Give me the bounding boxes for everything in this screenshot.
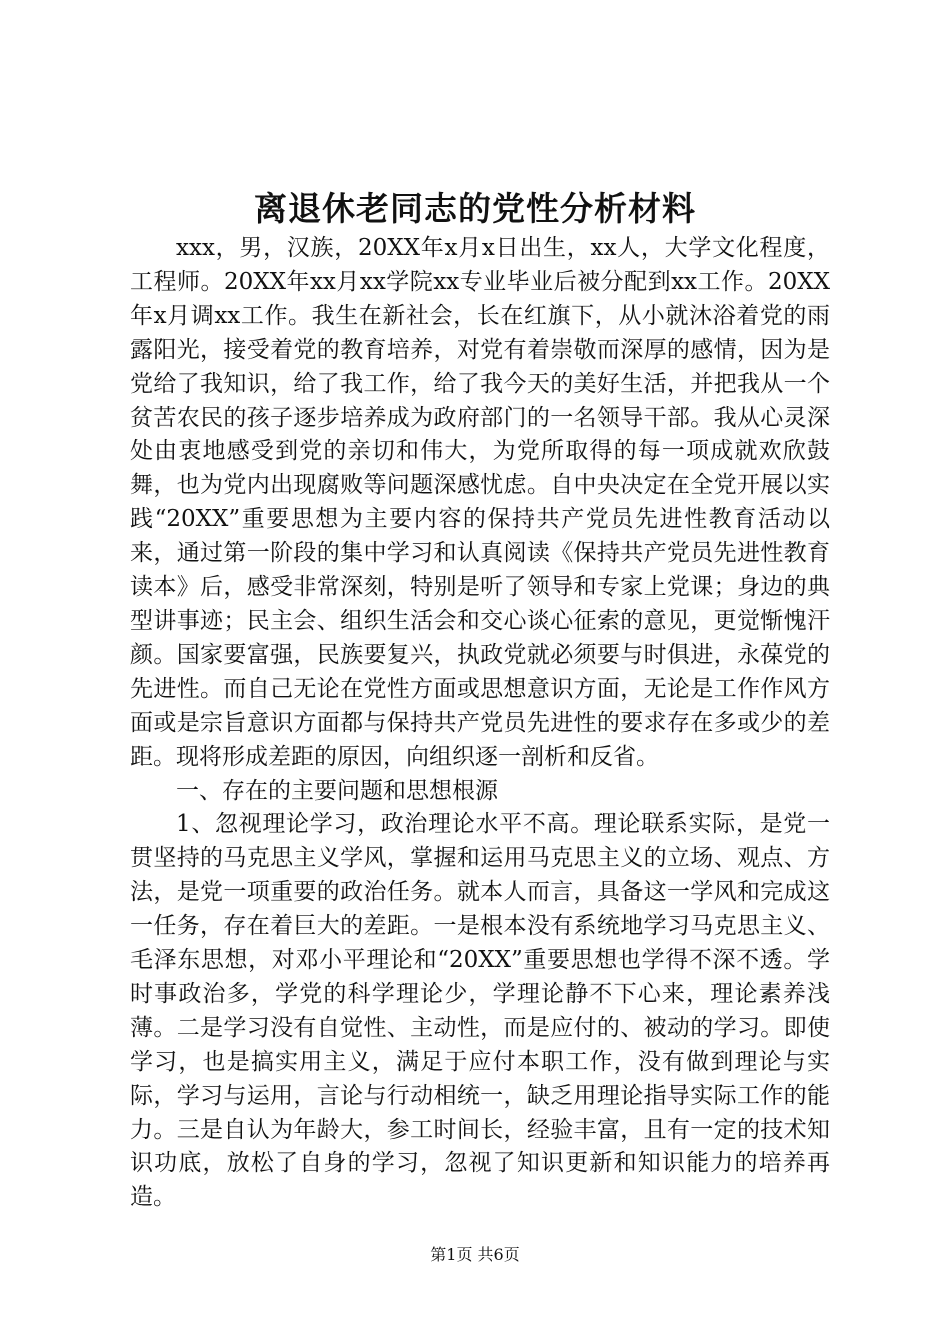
document-title: 离退休老同志的党性分析材料 — [254, 189, 696, 228]
paragraph-item-1: 1、忽视理论学习，政治理论水平不高。理论联系实际，是党一贯坚持的马克思主义学风，掌握和运用马克思主义的立场、观点、方法，是党一项重要的政治任务。就本人而言，具备这一学风和完成这一任务，存在着巨大的差距。一是根本没有系统地学习马克思主义、毛泽东思想，对邓小平理论和“20XX”重要思想也学得不深不透。学时事政治多，学党的科学理论少，学理论静不下心来，理论素养浅薄。二是学习没有自觉性、主动性，而是应付的、被动的学习。即使学习，也是搞实用主义，满足于应付本职工作，没有做到理论与实际，学习与运用，言论与行动相统一，缺乏用理论指导实际工作的能力。三是自认为年龄大，参工时间长，经验丰富，且有一定的技术知识功底，放松了自身的学习，忽视了知识更新和知识能力的培养再造。 — [130, 811, 830, 1211]
section-heading: 一、存在的主要问题和思想根源 — [176, 777, 498, 804]
page-footer: 第1页 共6页 — [430, 1245, 520, 1264]
document-body — [130, 232, 830, 1215]
paragraph-intro: xxx，男，汉族，20XX年x月x日出生，xx人，大学文化程度，工程师。20XX年xx月xx学院xx专业毕业后被分配到xx工作。20XX年x月调xx工作。我生在新社会，长在红旗下，从小就沐浴着党的雨露阳光，接受着党的教育培养，对党有着崇敬而深厚的感情，因为是党给了我知识，给了我工作，给了我今天的美好生活，并把我从一个贫苦农民的孩子逐步培养成为政府部门的一名领导干部。我从心灵深处由衷地感受到党的亲切和伟大，为党所取得的每一项成就欢欣鼓舞，也为党内出现腐败等问题深感忧虑。自中央决定在全党开展以实践“20XX”重要思想为主要内容的保持共产党员先进性教育活动以来，通过第一阶段的集中学习和认真阅读《保持共产党员先进性教育读本》后，感受非常深刻，特别是听了领导和专家上党课；身边的典型讲事迹；民主会、组织生活会和交心谈心征索的意见，更觉惭愧汗颜。国家要富强，民族要复兴，执政党就必须要与时俱进，永葆党的先进性。而自己无论在党性方面或思想意识方面，无论是工作作风方面或是宗旨意识方面都与保持共产党员先进性的要求存在多或少的差距。现将形成差距的原因，向组织逐一剖析和反省。 — [130, 235, 830, 770]
